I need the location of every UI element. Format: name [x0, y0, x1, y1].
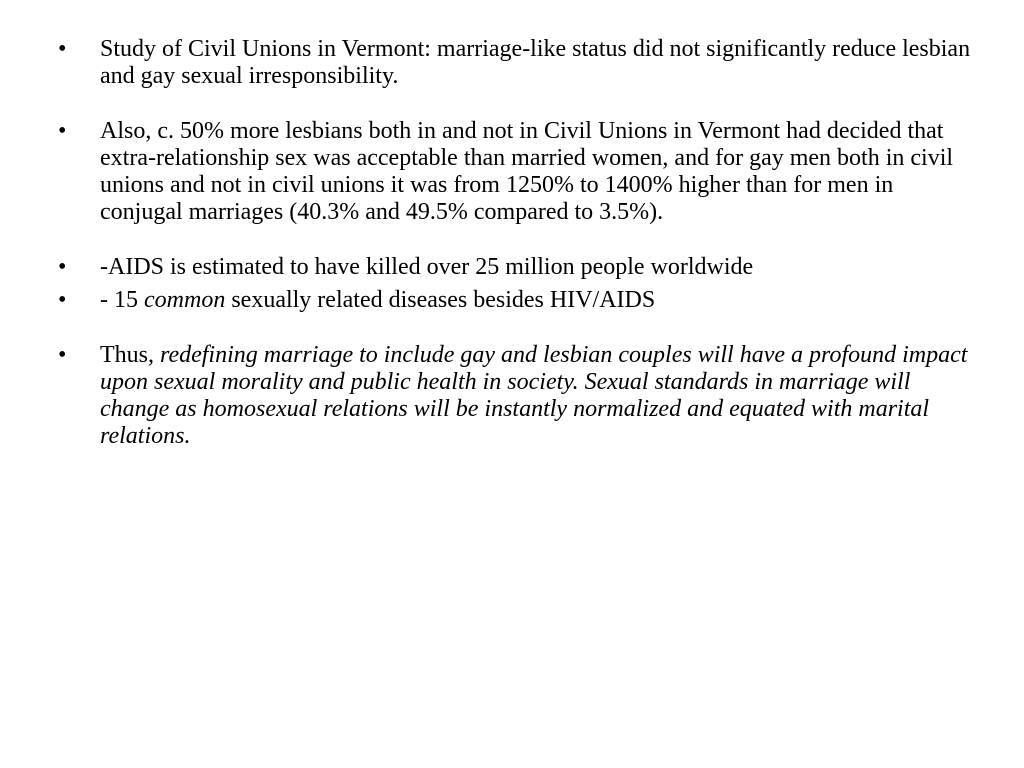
bullet-text-prefix: - 15: [100, 287, 144, 313]
bullet-icon: •: [58, 254, 67, 280]
bullet-text-emphasis: redefining marriage to include gay and lesbian couples will have a profound impact upon sexual morality and public health in society. Sexual standards in marriage will change as homosexual relations will be instantly normalized and equated with marital relations.: [100, 342, 968, 449]
bullet-extra-relationship-sex: [58, 118, 978, 226]
bullet-civil-unions-study: [58, 36, 978, 90]
bullet-list: [58, 36, 978, 450]
bullet-conclusion: [58, 342, 978, 450]
bullet-text-emphasis: common: [144, 287, 226, 313]
bullet-aids-deaths: [58, 254, 978, 281]
bullet-icon: •: [58, 36, 67, 62]
bullet-text-suffix: sexually related diseases besides HIV/AIDS: [225, 287, 656, 313]
bullet-text: Study of Civil Unions in Vermont: marriage-like status did not significantly reduce lesbian and gay sexual irresponsibility.: [100, 36, 971, 89]
bullet-icon: •: [58, 287, 67, 313]
bullet-sexual-diseases: [58, 287, 978, 314]
bullet-text: -AIDS is estimated to have killed over 25 million people worldwide: [100, 254, 754, 280]
bullet-text-prefix: Thus,: [100, 342, 160, 368]
bullet-icon: •: [58, 342, 67, 368]
bullet-text: Also, c. 50% more lesbians both in and not in Civil Unions in Vermont had decided that extra-relationship sex was acceptable than married women, and for gay men both in civil unions and not in civil unions it was from 1250% to 1400% higher than for men in conjugal marriages (40.3% and 49.5% compared to 3.5%).: [100, 118, 954, 225]
bullet-icon: •: [58, 118, 67, 144]
